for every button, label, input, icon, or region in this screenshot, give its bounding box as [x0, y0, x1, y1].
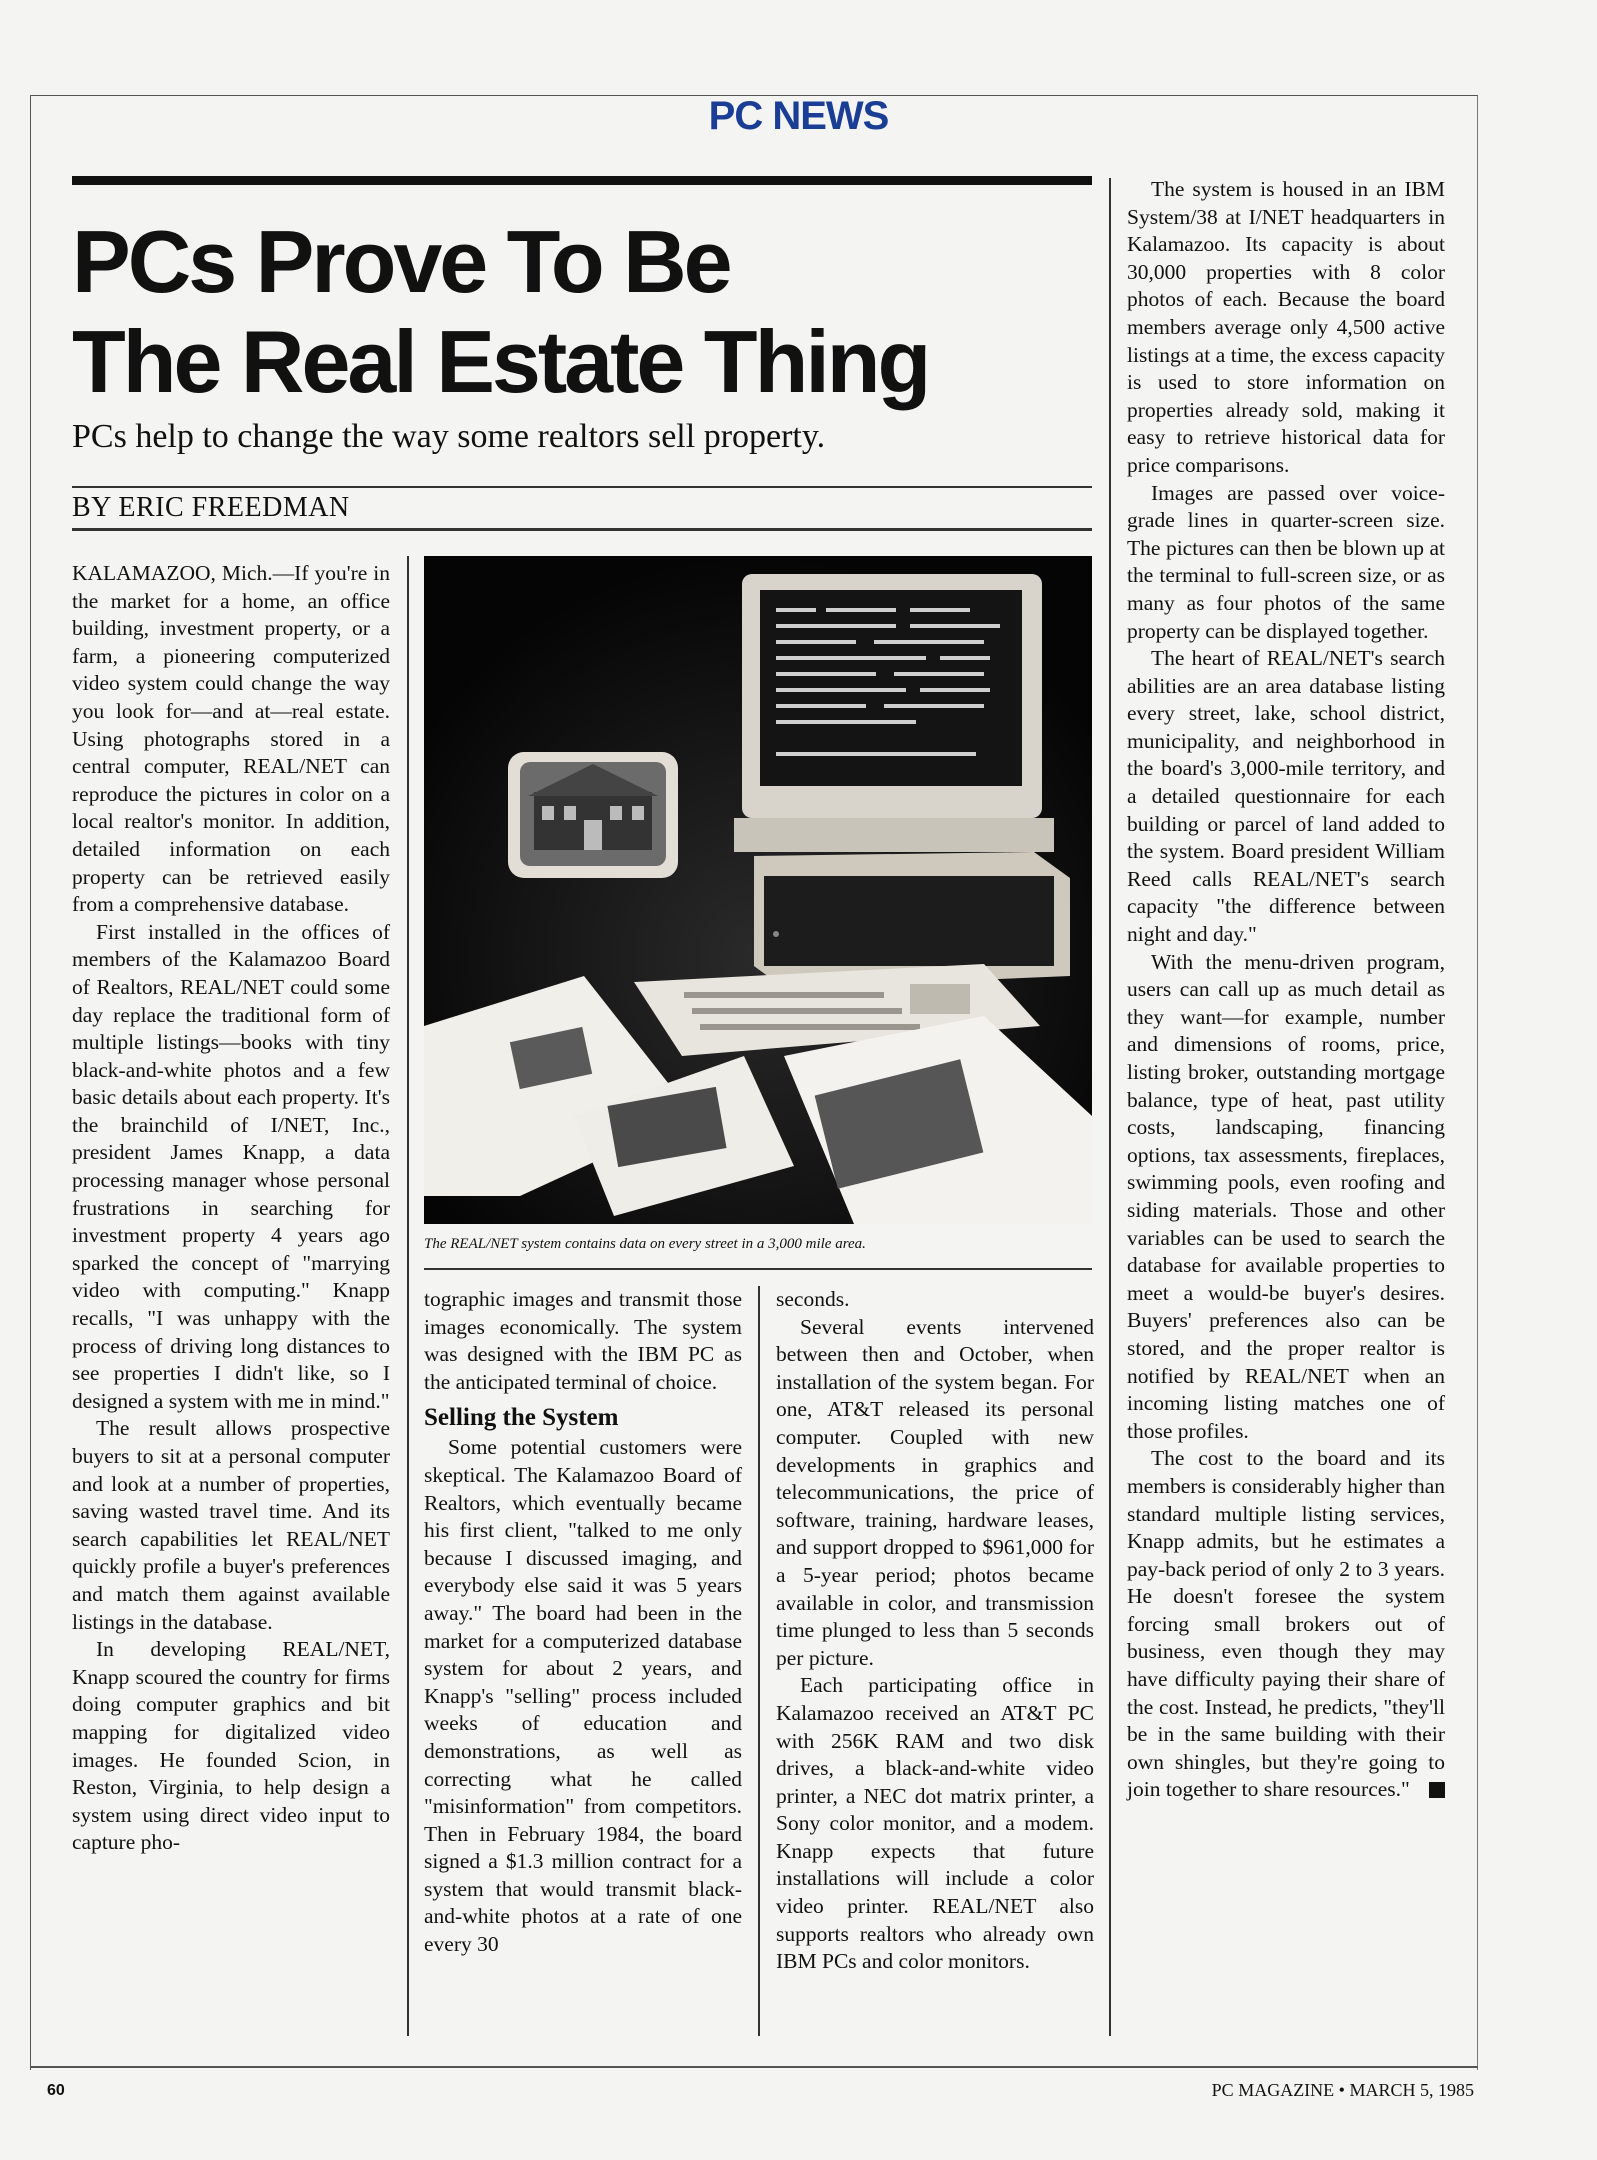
paragraph — [1127, 1445, 1445, 1804]
article-column-4 — [1127, 176, 1445, 1804]
article-column-2 — [424, 1286, 742, 1959]
article-photo — [424, 556, 1092, 1224]
paragraph: With the menu-driven program, users can call up as much detail as they want—for example, number and dimensions of rooms, price, listing broker, outstanding mortgage balance, type of heat, past utility costs, landscaping, financing options, tax assessments, fireplaces, swimming pools, even roofing and siding materials. Those and other variables can be used to search the database for available properties to meet a would-be buyer's desires. Buyers' preferences also can be stored, and the proper realtor is notified by REAL/NET when an incoming listing matches one of those profiles. — [1127, 949, 1445, 1443]
paragraph-text: The cost to the board and its members is considerably higher than standard multiple listing services, Knapp admits, but he estimates a pay-back period of only 2 to 3 years. He doesn't foresee the system forcing small brokers out of business, even though they may have difficulty paying their share of the cost. Instead, he predicts, "they'll be in the same building with their own shingles, but they're going to join together to share resources." — [1127, 1446, 1445, 1802]
headline-top-rule — [72, 176, 1092, 185]
computer-system-photo — [424, 556, 1092, 1224]
monitor-icon — [734, 574, 1054, 852]
paragraph: Some potential customers were skeptical. The Kalamazoo Board of Realtors, which eventually became his first client, "talked to me only because I discussed imaging, and everybody else said it was 5 years away." The board had been in the market for a computerized database system for about 2 years, and Knapp's "selling" process included weeks of education and demonstrations, as well as correcting what he called "misinformation" from competitors. Then in February 1984, the board signed a $1.3 million contract for a system that would transmit black-and-white photos at a rate of one every 30 — [424, 1435, 742, 1957]
paragraph: tographic images and transmit those images economically. The system was designed with the IBM PC as the anticipated terminal of choice. — [424, 1287, 742, 1394]
paragraph: Images are passed over voice-grade lines in quarter-screen size. The pictures can then be blown up at the terminal to full-screen size, or as many as four photos of the same property can be displayed together. — [1127, 480, 1445, 643]
paragraph: The heart of REAL/NET's search abilities are an area database listing every street, lake, school district, municipality, and neighborhood in the board's 3,000-mile territory, and a detailed questionnaire for each building or parcel of land added to the system. Board president William Reed calls REAL/NET's search capacity "the difference between night and day." — [1127, 646, 1445, 947]
page-number: 60 — [47, 2082, 65, 2099]
paragraph: First installed in the offices of members of the Kalamazoo Board of Realtors, REAL/NET could some day replace the traditional form of multiple listings—books with tiny black-and-white photos and a few basic details about each property. It's the brainchild of I/NET, Inc., president James Knapp, a data processing manager whose personal frustrations in searching for investment property 4 years ago sparked the concept of "marrying video with computing." Knapp recalls, "I was unhappy with the process of driving long distances to see properties I didn't like, so I designed a system with me in mind." — [72, 919, 390, 1413]
article-column-1 — [72, 560, 390, 1857]
paragraph: Each participating office in Kalamazoo received an AT&T PC with 256K RAM and two disk drives, a black-and-white video printer, a NEC dot matrix printer, a Sony color monitor, and a modem. Knapp expects that future installations will include a color video printer. REAL/NET also supports realtors who already own IBM PCs and color monitors. — [776, 1673, 1094, 1974]
tv-monitor-icon — [508, 752, 678, 878]
footer-rule — [30, 2066, 1478, 2068]
column-rule-3 — [1109, 178, 1111, 2036]
article-column-3 — [776, 1286, 1094, 1976]
photo-caption: The REAL/NET system contains data on every street in a 3,000 mile area. — [424, 1236, 866, 1252]
system-unit-icon — [754, 852, 1070, 988]
section-label: PC NEWS — [708, 94, 889, 138]
column-rule-1 — [407, 556, 409, 2036]
paragraph: The result allows prospective buyers to sit at a personal computer and look at a number of properties, saving wasted travel time. And its search capabilities let REAL/NET quickly profile a buyer's preferences and match them against available listings in the database. — [72, 1416, 390, 1634]
headline-line-1: PCs Prove To Be — [72, 212, 730, 311]
column-rule-2 — [758, 1286, 760, 2036]
byline-top-rule — [72, 486, 1092, 488]
publication-footer: PC MAGAZINE • MARCH 5, 1985 — [1211, 2080, 1474, 2100]
byline: BY ERIC FREEDMAN — [72, 492, 350, 523]
paragraph: In developing REAL/NET, Knapp scoured the country for firms doing computer graphics and bit mapping for digitalized video images. He founded Scion, in Reston, Virginia, to help design a system using direct video input to capture pho- — [72, 1637, 390, 1855]
headline — [72, 212, 1092, 412]
paragraph: Several events intervened between then and October, when installation of the system began. For one, AT&T released its personal computer. Coupled with new developments in graphics and telecommunications, the price of software, training, hardware leases, and support dropped to $961,000 for a 5-year period; photos became available in color, and transmission time plunged to less than 5 seconds per picture. — [776, 1314, 1094, 1670]
subsection-heading: Selling the System — [424, 1404, 619, 1432]
subheadline: PCs help to change the way some realtors sell property. — [72, 418, 826, 455]
end-of-article-icon — [1429, 1782, 1445, 1798]
headline-line-2: The Real Estate Thing — [72, 312, 929, 411]
paragraph: KALAMAZOO, Mich.—If you're in the market for a home, an office building, investment property, or a farm, a pioneering computerized video system could change the way you look for—and at—real estate. Using photographs stored in a central computer, REAL/NET can reproduce the pictures in color on a local realtor's monitor. In addition, detailed information on each property can be retrieved easily from a comprehensive database. — [72, 561, 390, 917]
paragraph: seconds. — [776, 1287, 850, 1311]
caption-bottom-rule — [424, 1268, 1092, 1270]
paragraph: The system is housed in an IBM System/38 at I/NET headquarters in Kalamazoo. Its capacity is about 30,000 properties with 8 color photos of each. Because the board members average only 4,500 active listings at a time, the excess capacity is used to store information on properties already sold, making it easy to retrieve historical data for price comparisons. — [1127, 177, 1445, 477]
byline-bottom-rule — [72, 528, 1092, 531]
